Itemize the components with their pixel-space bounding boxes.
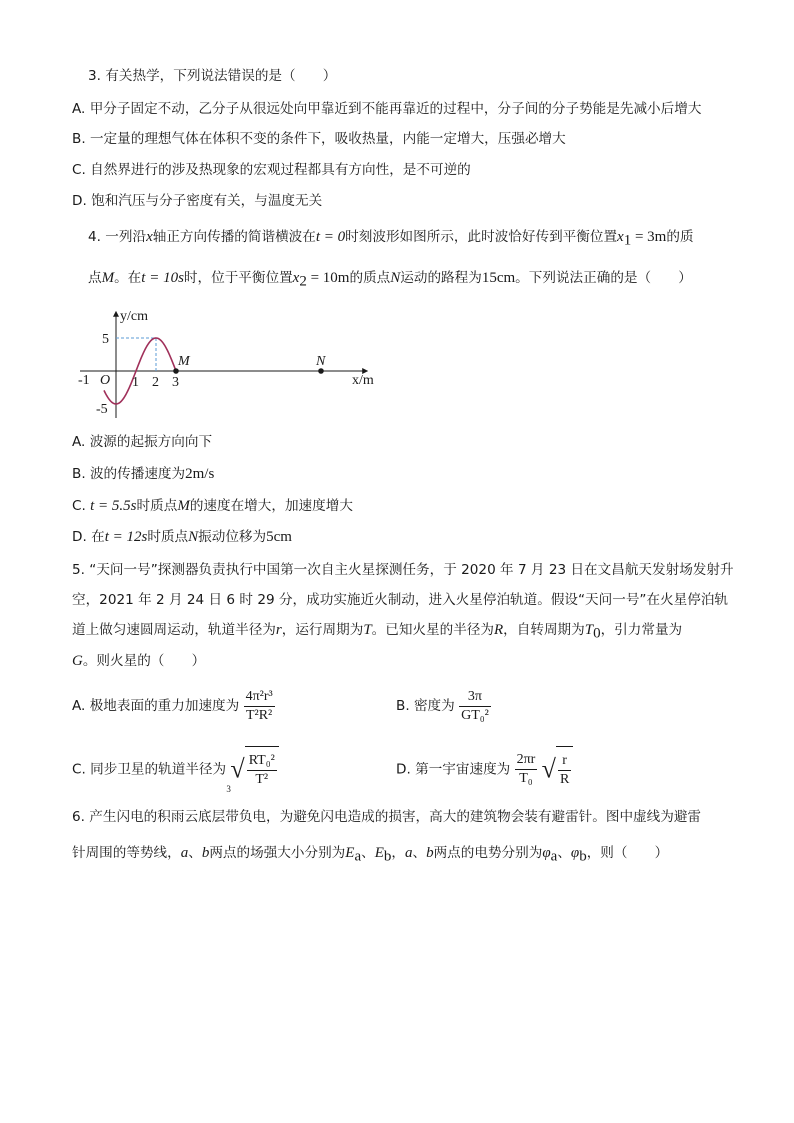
q4-option-d: D. 在t = 12s时质点N振动位移为5cm bbox=[72, 529, 292, 545]
y-tick-neg5: -5 bbox=[96, 402, 108, 417]
q4-stem-line2: 点M。在t = 10s时，位于平衡位置$x_2 = 10m$的质点N运动的路程为15cm。下列说法正确的是（ ） bbox=[88, 270, 692, 290]
cube-root-c: 3 √ $\frac{\text{RT₀²}}{\text{T²}}$ bbox=[230, 746, 278, 793]
square-root-d: √ $\frac{r}{R}$ bbox=[542, 746, 574, 793]
fraction-d: $\frac{2\pi r}{\text{T₀}}$ bbox=[516, 752, 536, 786]
q5-stem-line1: 5. “天问一号”探测器负责执行中国第一次自主火星探测任务，于 2020 年 7 月 23 日在文昌航天发射场发射升 bbox=[72, 562, 734, 578]
q5-stem-line4: G。则火星的（ ） bbox=[72, 653, 206, 669]
q5-option-c: C. 同步卫星的轨道半径为 3 √ $\frac{\text{RT₀²}}{\text{T²}}$ bbox=[72, 746, 279, 793]
q3-option-c: C. 自然界进行的涉及热现象的宏观过程都具有方向性，是不可逆的 bbox=[72, 162, 471, 178]
q5-stem-line2: 空，2021 年 2 月 24 日 6 时 29 分，成功实施近火制动，进入火星停泊轨道。假设“天问一号”在火星停泊轨 bbox=[72, 592, 729, 608]
origin-label: O bbox=[100, 373, 111, 388]
label-n: N bbox=[316, 354, 326, 369]
label-m: M bbox=[178, 354, 190, 369]
q5-option-a: A. 极地表面的重力加速度为 $\frac{\text{4π²r³}}{\text{T²R²}}$ bbox=[72, 688, 273, 723]
q6-stem-line1: 6. 产生闪电的积雨云底层带负电，为避免闪电造成的损害，高大的建筑物会装有避雷针。图中虚线为避雷 bbox=[72, 809, 702, 825]
y-tick-5: 5 bbox=[102, 332, 109, 347]
y-axis-label: y/cm bbox=[120, 309, 148, 324]
q3-option-a: A. 甲分子固定不动，乙分子从很远处向甲靠近到不能再靠近的过程中，分子间的分子势能是先减小后增大 bbox=[72, 101, 702, 117]
fraction-b: $\frac{3\pi}{\text{GT₀²}}$ bbox=[461, 688, 489, 723]
q5-stem-line3: 道上做匀速圆周运动，轨道半径为r，运行周期为T。已知火星的半径为R，自转周期为$T_0$，引力常量为 bbox=[72, 622, 683, 642]
q4-option-a: A. 波源的起振方向向下 bbox=[72, 434, 213, 450]
q3-option-d: D. 饱和汽压与分子密度有关，与温度无关 bbox=[72, 193, 323, 209]
point-m bbox=[173, 368, 179, 374]
q4-option-c: C. t = 5.5s时质点M的速度在增大，加速度增大 bbox=[72, 498, 353, 514]
q3-option-b: B. 一定量的理想气体在体积不变的条件下，吸收热量，内能一定增大，压强必增大 bbox=[72, 131, 566, 147]
q3-stem: 3. 有关热学，下列说法错误的是（ ） bbox=[88, 68, 337, 84]
wave-graph bbox=[72, 306, 382, 426]
q5-option-d: D. 第一宇宙速度为 $\frac{2\pi r}{\text{T₀}}$ √ $\frac{r}{R}$ bbox=[396, 746, 573, 793]
q5-option-b: B. 密度为 $\frac{3\pi}{\text{GT₀²}}$ bbox=[396, 688, 489, 723]
x-tick-1: 1 bbox=[132, 375, 139, 390]
q4-stem-line1: 4. 一列沿x轴正方向传播的简谐横波在t = 0时刻波形如图所示，此时波恰好传到平衡位置$x_1 = 3m$的质 bbox=[88, 229, 694, 249]
x-axis-label: x/m bbox=[352, 373, 374, 388]
x-tick-neg1: -1 bbox=[78, 373, 90, 388]
point-n bbox=[318, 368, 324, 374]
q6-stem-line2: 针周围的等势线，a、b两点的场强大小分别为$E_a$、$E_b$，a、b两点的电势分别为$\varphi_a$、$\varphi_b$，则（ ） bbox=[72, 845, 669, 865]
x-tick-3: 3 bbox=[172, 375, 179, 390]
q4-option-b: B. 波的传播速度为2m/s bbox=[72, 466, 215, 482]
x-tick-2: 2 bbox=[152, 375, 159, 390]
fraction-a: $\frac{\text{4π²r³}}{\text{T²R²}}$ bbox=[245, 688, 273, 723]
